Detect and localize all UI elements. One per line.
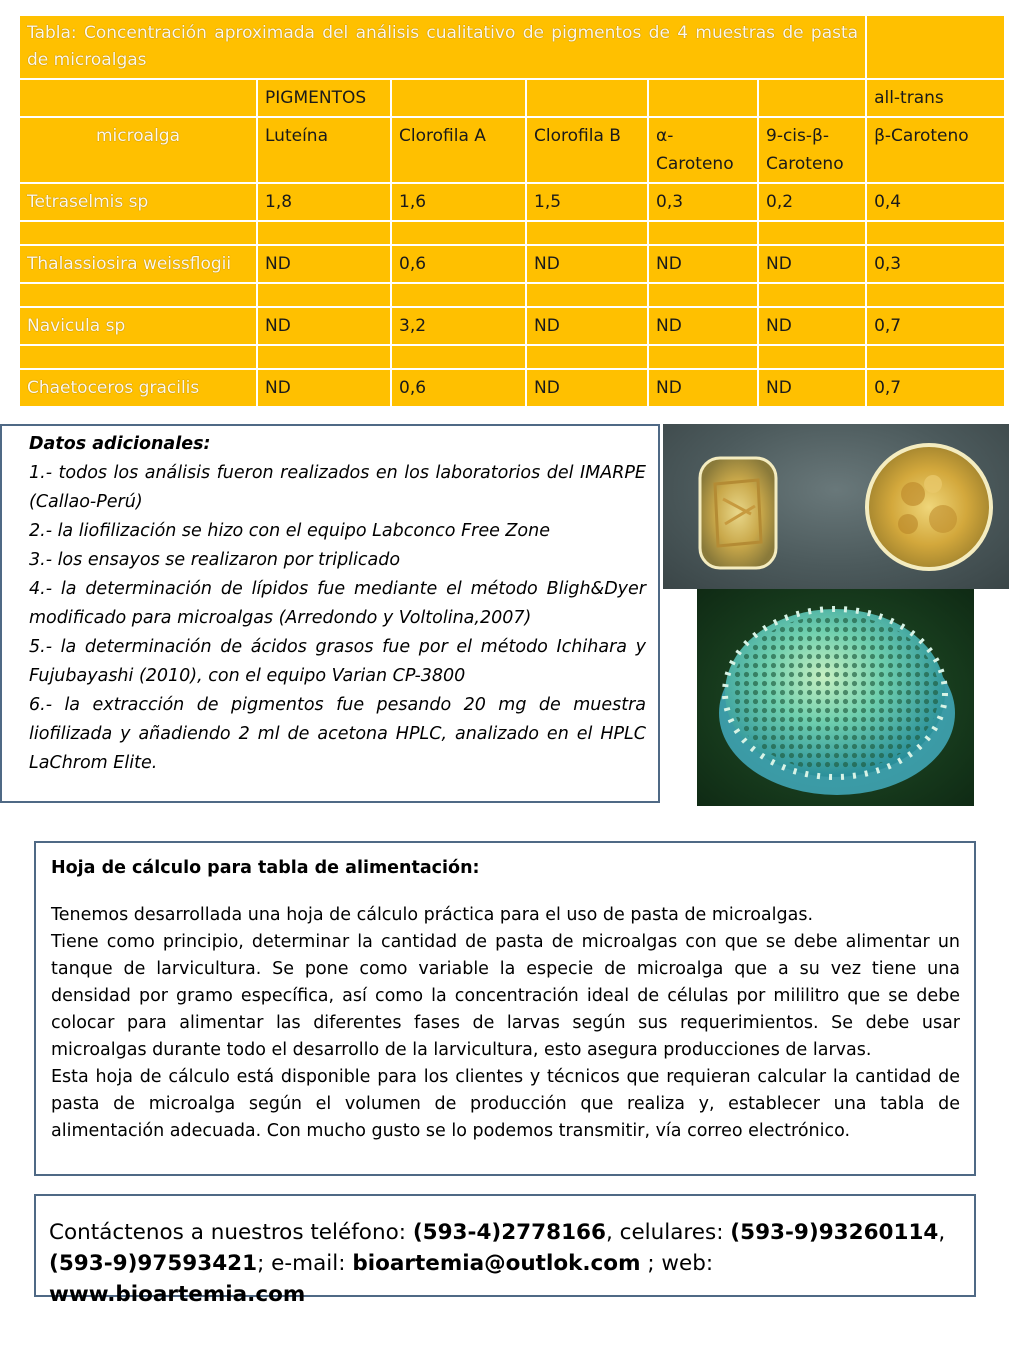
table-spacer-row	[19, 283, 1005, 307]
column-header-beta-caroteno: β-Caroteno	[866, 117, 1005, 183]
cell-9-cis-beta-caroteno: 0,2	[758, 183, 866, 221]
additional-data-title: Datos adicionales:	[29, 434, 211, 454]
spreadsheet-paragraph: Esta hoja de cálculo está disponible para los clientes y técnicos que requieran calcular la cantidad de pasta de microalga según el volumen de producción que realiza y, establecer una tabla de alimentación adecuada. Con mucho gusto se lo podemos transmitir, vía correo electrónico.	[51, 1067, 960, 1141]
cell-clorofila-a: 3,2	[391, 307, 526, 345]
spreadsheet-paragraph: Tiene como principio, determinar la cantidad de pasta de microalgas con que se debe alimentar un tanque de larvicultura. Se pone como variable la especie de microalga que a su vez tiene una densidad por gramo específica, así como la concentración ideal de células por mililitro que se debe colocar para alimentar las diferentes fases de larvas según sus requerimientos. Se debe usar microalgas durante todo el desarrollo de la larvicultura, esto asegura producciones de larvas.	[51, 932, 960, 1060]
table-cell-empty	[866, 15, 1005, 79]
contact-email-link[interactable]: bioartemia@outlok.com	[352, 1251, 641, 1276]
table-row	[19, 183, 1005, 221]
cell-alfa-caroteno: ND	[648, 245, 758, 283]
additional-data-item: 6.- la extracción de pigmentos fue pesando 20 mg de muestra liofilizada y añadiendo 2 ml de acetona HPLC, analizado en el HPLC LaChrom Elite.	[29, 695, 646, 773]
table-cell-empty	[526, 79, 648, 117]
microalga-name: Chaetoceros gracilis	[19, 369, 257, 407]
additional-data-item: 2.- la liofilización se hizo con el equipo Labconco Free Zone	[29, 521, 550, 541]
table-cell-empty	[648, 79, 758, 117]
column-header-alfa-caroteno: α-Caroteno	[648, 117, 758, 183]
table-caption-row	[19, 15, 1005, 79]
additional-data-box	[0, 424, 660, 803]
cell-9-cis-beta-caroteno: ND	[758, 307, 866, 345]
pigmentos-header: PIGMENTOS	[257, 79, 391, 117]
all-trans-header: all-trans	[866, 79, 1005, 117]
contact-mobile-1[interactable]: (593-9)93260114	[730, 1220, 939, 1245]
cell-alfa-caroteno: ND	[648, 369, 758, 407]
column-header-luteina: Luteína	[257, 117, 391, 183]
diatom-illustration	[697, 589, 974, 806]
table-row	[19, 245, 1005, 283]
additional-data-item: 1.- todos los análisis fueron realizados en los laboratorios del IMARPE (Callao-Perú)	[29, 463, 646, 512]
contact-mobile-prefix: , celulares:	[605, 1220, 731, 1245]
table-row	[19, 307, 1005, 345]
contact-box	[34, 1194, 976, 1307]
cell-9-cis-beta-caroteno: ND	[758, 369, 866, 407]
microalgae-cells-illustration	[663, 424, 1009, 589]
microalga-name: Thalassiosira weissflogii	[19, 245, 257, 283]
additional-data-item: 3.- los ensayos se realizaron por triplicado	[29, 550, 401, 570]
spreadsheet-title: Hoja de cálculo para tabla de alimentación:	[51, 858, 480, 878]
cell-9-cis-beta-caroteno: ND	[758, 245, 866, 283]
table-header-row	[19, 117, 1005, 183]
microalga-name: Navicula sp	[19, 307, 257, 345]
cell-luteina: ND	[257, 369, 391, 407]
additional-data-item: 4.- la determinación de lípidos fue mediante el método Bligh&Dyer modificado para microalgas (Arredondo y Voltolina,2007)	[29, 579, 646, 628]
cell-luteina: ND	[257, 245, 391, 283]
column-header-clorofila-a: Clorofila A	[391, 117, 526, 183]
table-spacer-row	[19, 345, 1005, 369]
column-header-9-cis-beta-caroteno: 9-cis-β-Caroteno	[758, 117, 866, 183]
column-header-microalga: microalga	[19, 117, 257, 183]
diatom-micrograph	[697, 589, 974, 806]
contact-phone[interactable]: (593-4)2778166	[412, 1220, 606, 1245]
cell-clorofila-b: ND	[526, 307, 648, 345]
cell-luteina: ND	[257, 307, 391, 345]
cell-alfa-caroteno: 0,3	[648, 183, 758, 221]
cell-beta-caroteno: 0,7	[866, 369, 1005, 407]
pigment-table	[18, 14, 1006, 408]
contact-mobile-2[interactable]: (593-9)97593421	[49, 1251, 258, 1276]
cell-alfa-caroteno: ND	[648, 307, 758, 345]
table-spacer-row	[19, 221, 1005, 245]
table-row	[19, 369, 1005, 407]
contact-web-prefix: ; web:	[640, 1251, 714, 1276]
microalga-name: Tetraselmis sp	[19, 183, 257, 221]
table-caption: Tabla: Concentración aproximada del análisis cualitativo de pigmentos de 4 muestras de pasta de microalgas	[19, 15, 866, 79]
cell-clorofila-a: 1,6	[391, 183, 526, 221]
contact-email-prefix: ; e-mail:	[257, 1251, 353, 1276]
table-cell-empty	[19, 79, 257, 117]
table-cell-empty	[391, 79, 526, 117]
cell-beta-caroteno: 0,3	[866, 245, 1005, 283]
additional-data-item: 5.- la determinación de ácidos grasos fue por el método Ichihara y Fujubayashi (2010), con el equipo Varian CP-3800	[29, 637, 646, 686]
contact-phone-prefix: Contáctenos a nuestros teléfono:	[49, 1220, 413, 1245]
contact-web-link[interactable]: www.bioartemia.com	[49, 1282, 306, 1307]
cell-clorofila-a: 0,6	[391, 245, 526, 283]
cell-beta-caroteno: 0,4	[866, 183, 1005, 221]
contact-separator: ,	[938, 1220, 946, 1245]
cell-clorofila-b: ND	[526, 245, 648, 283]
spreadsheet-paragraph: Tenemos desarrollada una hoja de cálculo práctica para el uso de pasta de microalgas.	[51, 905, 814, 925]
cell-clorofila-b: 1,5	[526, 183, 648, 221]
cell-clorofila-b: ND	[526, 369, 648, 407]
column-header-clorofila-b: Clorofila B	[526, 117, 648, 183]
cell-beta-caroteno: 0,7	[866, 307, 1005, 345]
spreadsheet-info-box	[34, 841, 976, 1176]
cell-clorofila-a: 0,6	[391, 369, 526, 407]
microalgae-micrograph-cells	[663, 424, 1009, 589]
cell-luteina: 1,8	[257, 183, 391, 221]
table-cell-empty	[758, 79, 866, 117]
table-group-header-row	[19, 79, 1005, 117]
